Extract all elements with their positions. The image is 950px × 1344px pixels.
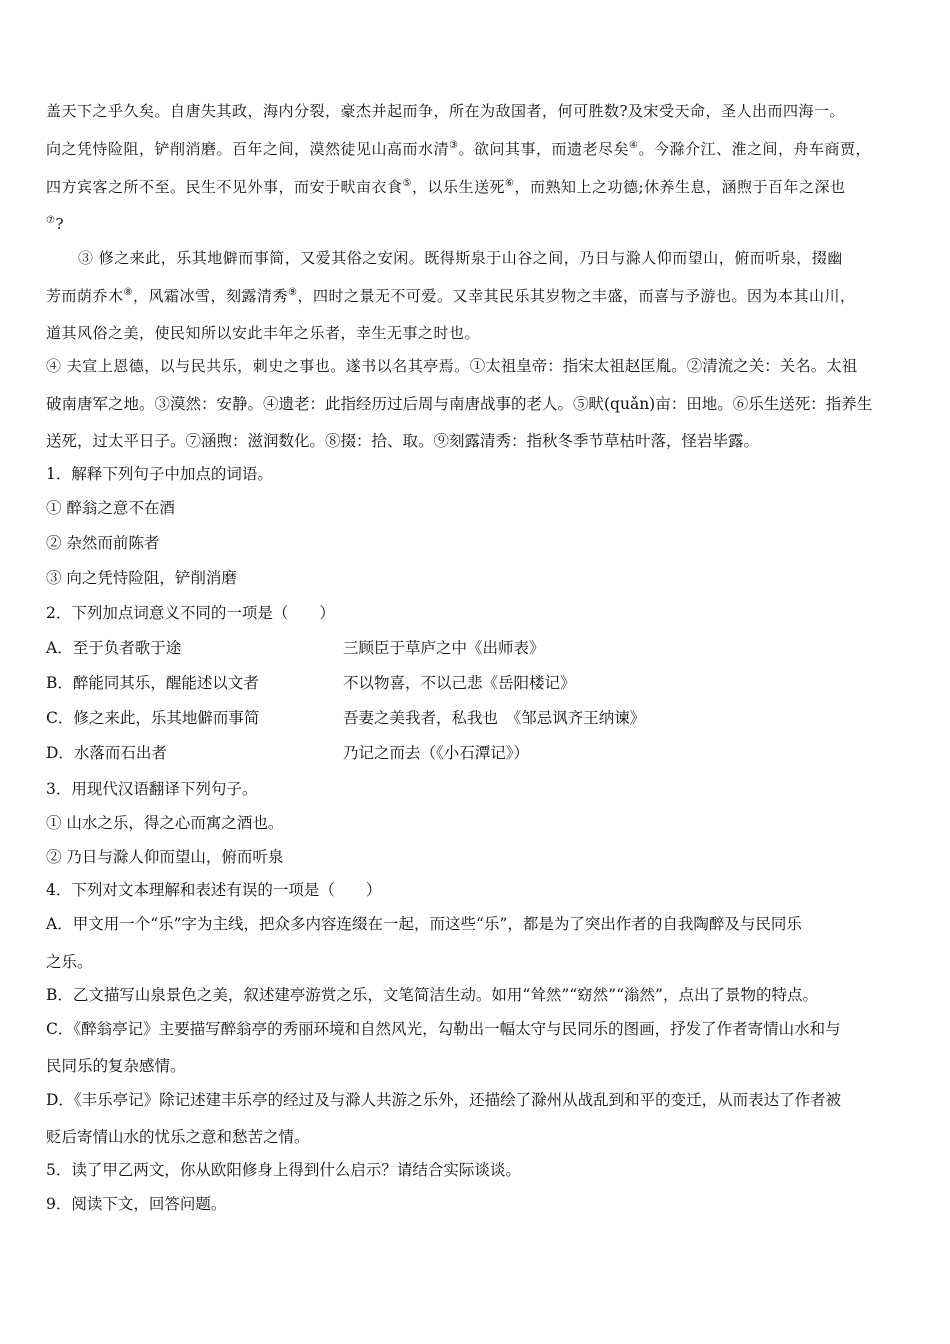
passage-line [46,101,845,121]
question-4-option-b: B．乙文描写山泉景色之美，叙述建亭游赏之乐，文笔简洁生动。如用“耸然”“窈然”“滃然”，点出了景物的特点。 [46,986,818,1004]
question-2-option-c-compare: 吾妻之美我者，私我也 《邹忌讽齐王纳谏》 [343,709,646,727]
question-4-option-c-cont: 民同乐的复杂感情。 [46,1057,186,1075]
passage-line [46,214,64,234]
text: ，风霜冰雪，刻露清秀 [132,287,288,305]
footnotes-line [46,394,872,414]
text: ? [55,215,65,233]
question-2-stem: 2．下列加点词意义不同的一项是（ ） [46,604,335,622]
text: 盖天下之乎久矣。自唐失其政，海内分裂，豪杰并起而争，所在为敌国者，何可胜数?及宋受天命，圣人出而四海一。 [46,102,846,120]
text: 。欲问其事，而遗老尽矣 [458,140,629,158]
text: 破南唐军之地。③漠然：安静。④遗老：此指经历过后周与南唐战事的老人。⑤畎(quǎn)亩：田地。⑥乐生送死：指养生 [46,395,873,413]
question-1-stem: 1．解释下列句子中加点的词语。 [46,465,273,483]
footnotes: ①太祖皇帝：指宋太祖赵匡胤。②清流之关：关名。太祖 [469,357,858,375]
text: ，以乐生送死 [411,178,505,196]
footnote-mark: ⑦ [46,215,56,226]
passage-line [46,356,857,376]
text: ④ 夫宣上恩德，以与民共乐，刺史之事也。遂书以名其亭焉。 [46,357,470,375]
footnote-mark: ⑥ [505,178,515,189]
text: ，而熟知上之功德;休养生息，涵煦于百年之深也 [514,178,846,196]
text: ③ 修之来此，乐其地僻而事简，又爱其俗之安闲。既得斯泉于山谷之间，乃日与滁人仰而望山，俯而听泉，掇幽 [78,249,843,267]
question-4-option-d: D．《丰乐亭记》除记述建丰乐亭的经过及与滁人共游之乐外，还描绘了滁州从战乱到和平的变迁，从而表达了作者被 [46,1091,842,1109]
passage-line [46,177,846,197]
question-2-option-c: C．修之来此，乐其地僻而事简 [46,709,260,727]
question-4-option-a: A．甲文用一个“乐”字为主线，把众多内容连缀在一起，而这些“乐”，都是为了突出作者的自我陶醉及与民同乐 [46,915,802,933]
question-1-item: ③ 向之凭恃险阻，铲削消磨 [46,569,237,587]
passage-line [46,139,871,159]
text: ，四时之景无不可爱。又幸其民乐其岁物之丰盛，而喜与予游也。因为本其山川， [297,287,856,305]
question-4-stem: 4．下列对文本理解和表述有误的一项是（ ） [46,881,382,899]
footnotes-line [46,431,759,451]
text: 送死，过太平日子。⑦涵煦：滋润数化。⑧掇：拾、取。⑨刻露清秀：指秋冬季节草枯叶落，怪岩毕露。 [46,432,760,450]
question-2-option-a: A．至于负者歌于途 [46,639,182,657]
question-2-option-d: D．水落而石出者 [46,744,167,762]
passage-line [46,286,855,306]
question-2-option-a-compare: 三顾臣于草庐之中《出师表》 [343,639,545,657]
footnote-mark: ④ [629,140,639,151]
question-2-option-d-compare: 乃记之而去（《小石潭记》） [343,744,530,762]
text: 道其风俗之美，使民知所以安此丰年之乐者，幸生无事之时也。 [46,324,481,342]
passage-line [46,323,480,343]
question-3-stem: 3．用现代汉语翻译下列句子。 [46,780,258,798]
text: 。今滁介江、淮之间，舟车商贾， [638,140,871,158]
question-1-item: ① 醉翁之意不在酒 [46,499,175,517]
footnote-mark: ⑨ [288,287,298,298]
footnote-mark: ⑤ [402,178,412,189]
question-5-stem: 5．读了甲乙两文，你从欧阳修身上得到什么启示？请结合实际谈谈。 [46,1161,521,1179]
question-1-item: ② 杂然而前陈者 [46,534,160,552]
question-4-option-c: C．《醉翁亭记》主要描写醉翁亭的秀丽环境和自然风光，勾勒出一幅太守与民同乐的图画，抒发了作者寄情山水和与 [46,1020,841,1038]
footnote-mark: ⑧ [123,287,133,298]
question-9-stem: 9．阅读下文，回答问题。 [46,1195,227,1213]
footnote-mark: ③ [449,140,459,151]
text: 四方宾客之所不至。民生不见外事，而安于畎亩衣食 [46,178,403,196]
question-4-option-a-cont: 之乐。 [46,953,93,971]
text: 芳而荫乔木 [46,287,124,305]
passage-line [78,248,843,268]
question-4-option-d-cont: 贬后寄情山水的忧乐之意和愁苦之情。 [46,1128,310,1146]
question-2-option-b: B．醉能同其乐，醒能述以文者 [46,674,259,692]
question-3-item: ① 山水之乐，得之心而寓之酒也。 [46,814,284,832]
question-3-item: ② 乃日与滁人仰而望山，俯而听泉 [46,848,284,866]
question-2-option-b-compare: 不以物喜，不以己悲《岳阳楼记》 [343,674,576,692]
text: 向之凭恃险阻，铲削消磨。百年之间，漠然徒见山高而水清 [46,140,450,158]
